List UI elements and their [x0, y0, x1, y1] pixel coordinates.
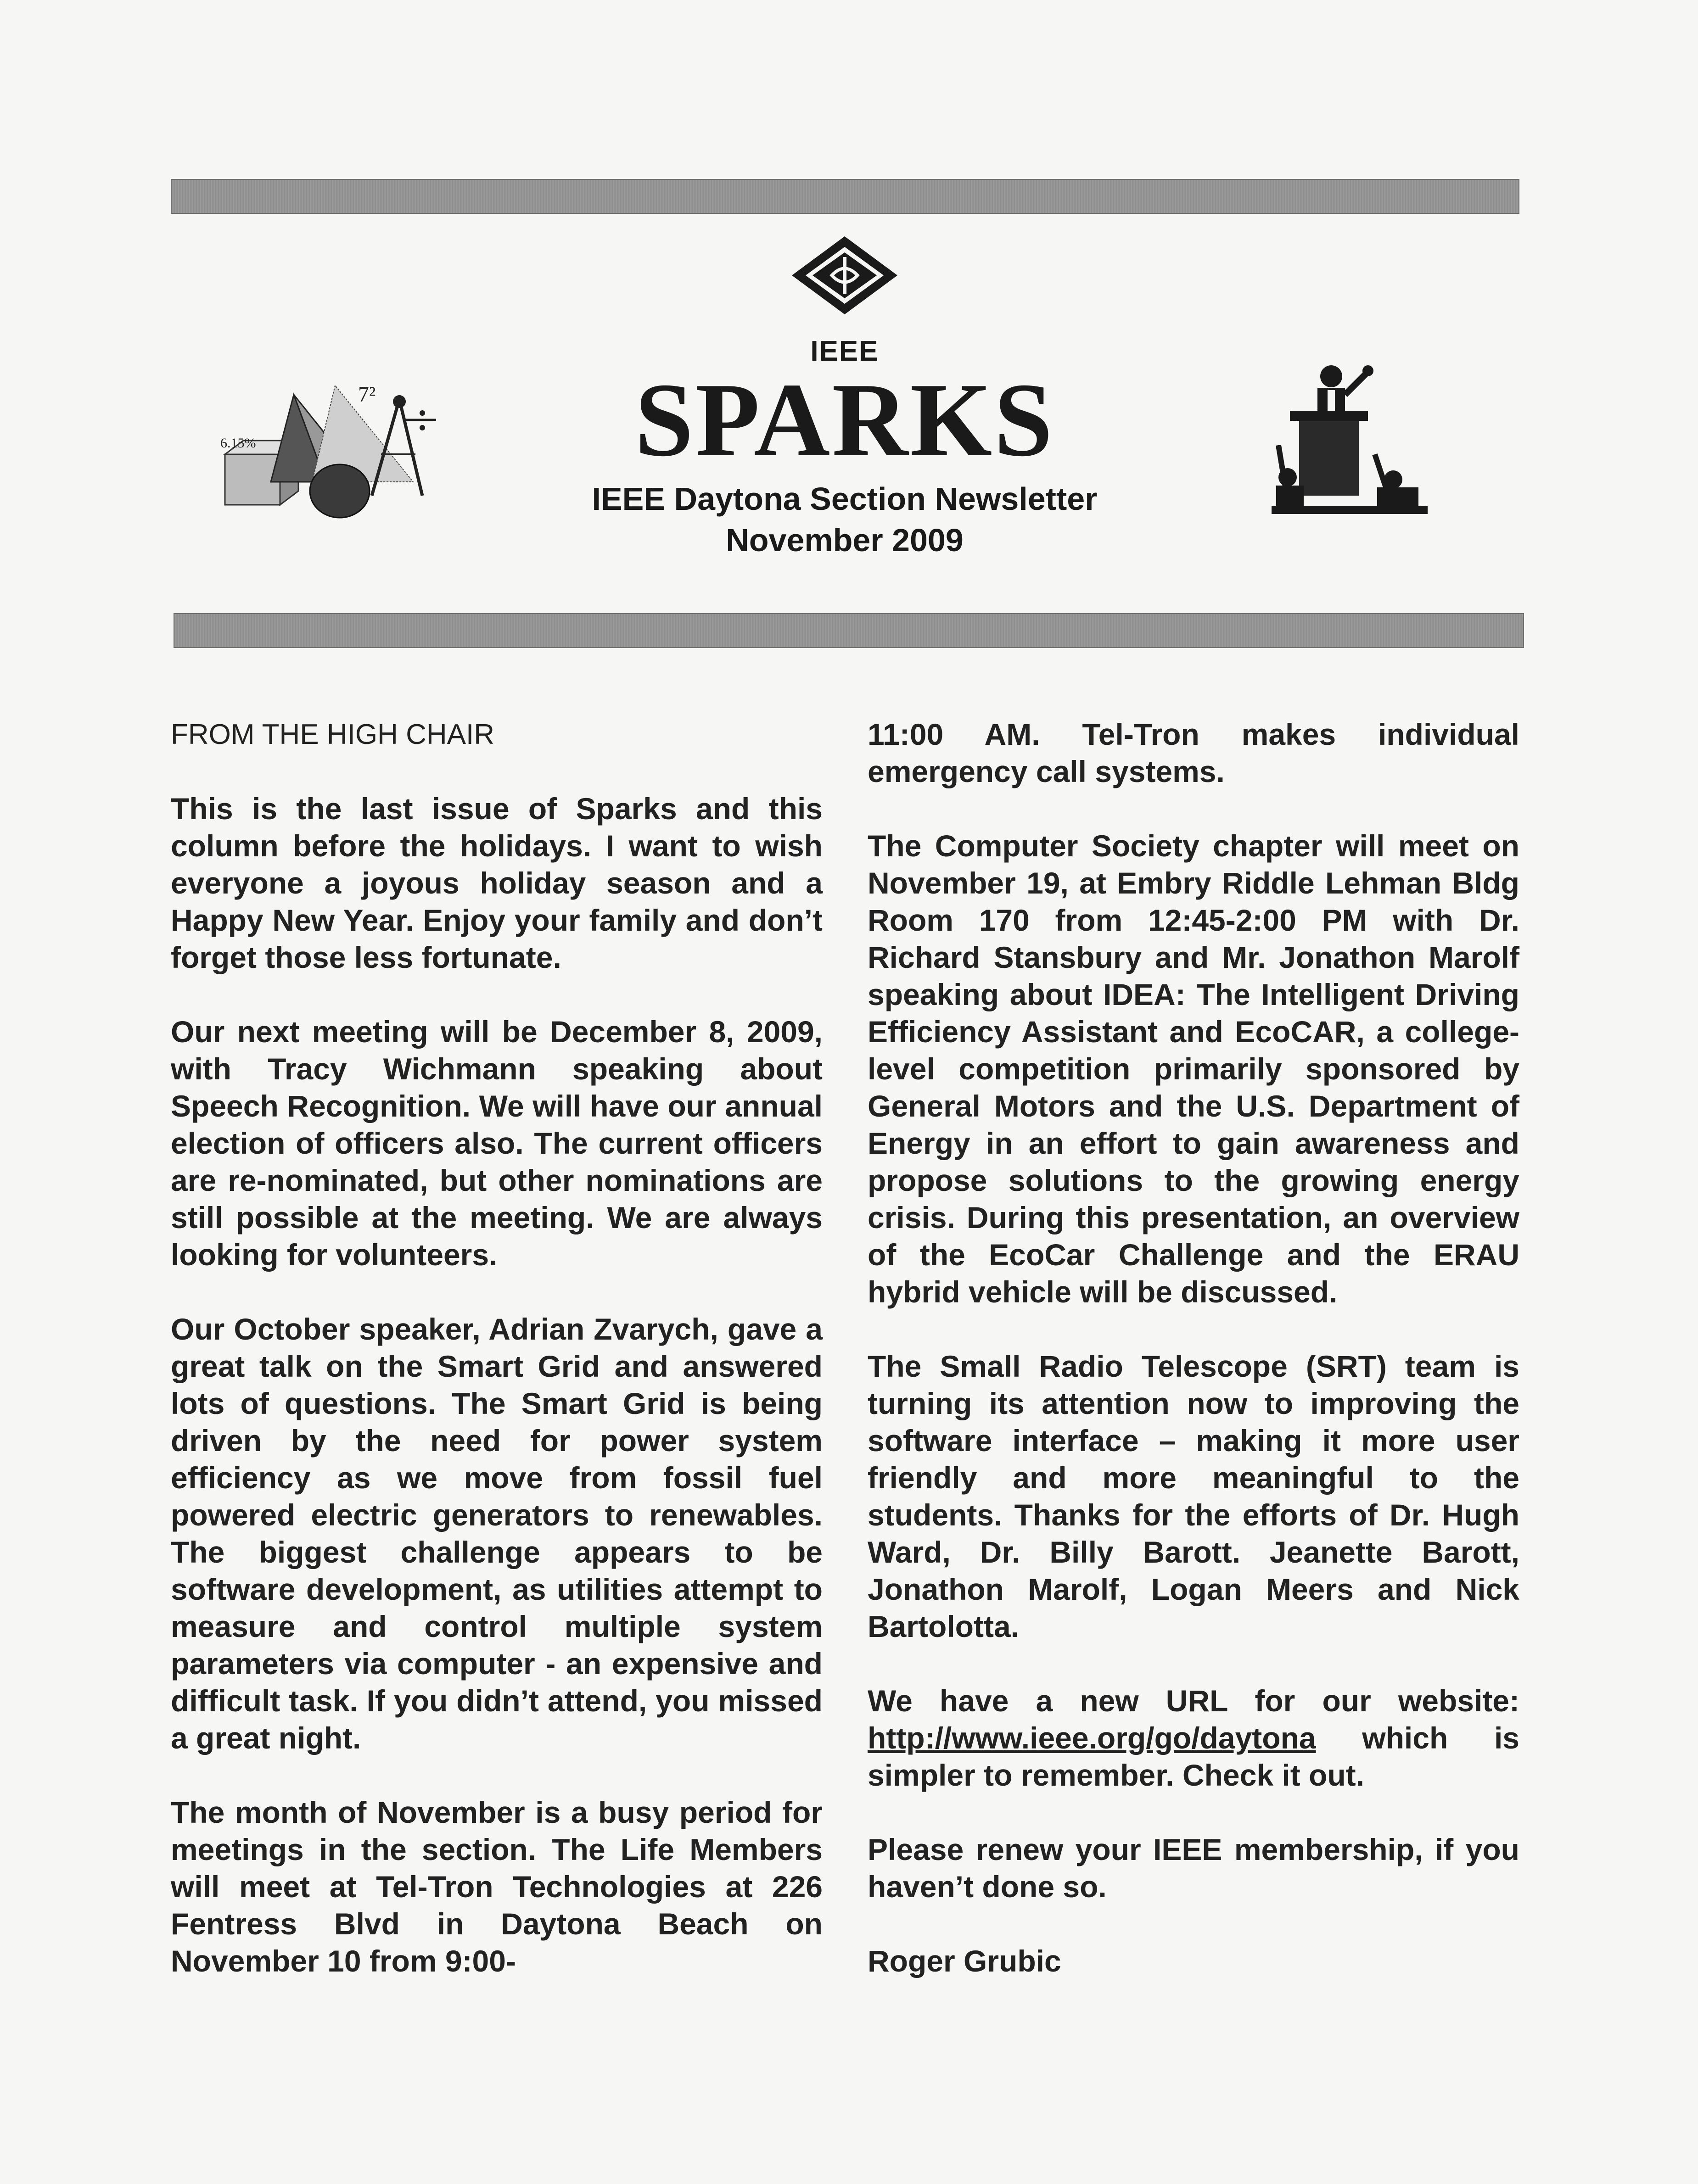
- signature: Roger Grubic: [868, 1944, 1061, 1978]
- article-column-left: [171, 716, 823, 2017]
- website-text-before: We have a new URL for our website:: [868, 1684, 1519, 1718]
- renew-membership-note: Please renew your IEEE membership, if you haven’t done so.: [868, 1832, 1519, 1904]
- speaker-podium-clipart-icon: [1272, 363, 1428, 519]
- article-column-right: [868, 716, 1519, 2017]
- article-paragraph: This is the last issue of Sparks and this column before the holidays. I want to wish everyone a joyous holiday season and a Happy New Year. Enjoy your family and don’t forget those less fortunate.: [171, 792, 823, 974]
- article-paragraph: The Small Radio Telescope (SRT) team is turning its attention now to improving the software interface – making it more user friendly and more meaningful to the students. Thanks for the efforts of Dr. Hugh Ward, Dr. Billy Barott. Jeanette Barott, Jonathon Marolf, Logan Meers and Nick Bartolotta.: [868, 1349, 1519, 1643]
- ieee-label: IEEE: [810, 335, 879, 367]
- newsletter-date: November 2009: [726, 522, 964, 558]
- article-paragraph: 11:00 AM. Tel-Tron makes individual emergency call systems.: [868, 717, 1519, 788]
- article-paragraph: The Computer Society chapter will meet on November 19, at Embry Riddle Lehman Bldg Room 170 from 12:45-2:00 PM with Dr. Richard Stansbury and Mr. Jonathon Marolf speaking about IDEA: The Intelligent Driving Efficiency Assistant and EcoCAR, a college-level competition primarily sponsored by General Motors and the U.S. Department of Energy in an effort to gain awareness and propose solutions to the growing energy crisis. During this presentation, an overview of the EcoCar Challenge and the ERAU hybrid vehicle will be discussed.: [868, 829, 1519, 1309]
- website-paragraph: [868, 1682, 1519, 1794]
- header-top-rule: [171, 179, 1519, 214]
- article-paragraph: Our next meeting will be December 8, 2009, with Tracy Wichmann speaking about Speech Recognition. We will have our annual election of officers also. The current officers are re-nominated, but other nominations are still possible at the meeting. We are always looking for volunteers.: [171, 1015, 823, 1272]
- article-heading: FROM THE HIGH CHAIR: [171, 719, 494, 750]
- clipart-power-label: 7²: [358, 382, 376, 407]
- website-text-after: which is simpler to remember. Check it out.: [868, 1721, 1519, 1792]
- website-link[interactable]: http://www.ieee.org/go/daytona: [868, 1721, 1316, 1755]
- article-paragraph: Our October speaker, Adrian Zvarych, gave a great talk on the Smart Grid and answered lots of questions. The Smart Grid is being driven by the need for power system efficiency as we move from fossil fuel powered electric generators to renewables. The biggest challenge appears to be software development, as utilities attempt to measure and control multiple system parameters via computer - an expensive and difficult task. If you didn’t attend, you missed a great night.: [171, 1312, 823, 1755]
- ieee-diamond-logo-icon: [790, 234, 900, 317]
- clipart-percent-label: 6.15%: [220, 436, 256, 451]
- geometry-clipart-icon: [220, 376, 445, 519]
- newsletter-subtitle: IEEE Daytona Section Newsletter: [592, 481, 1098, 517]
- newsletter-title: SPARKS: [634, 361, 1055, 478]
- header-bottom-rule: [174, 613, 1524, 648]
- article-paragraph: The month of November is a busy period for meetings in the section. The Life Members will meet at Tel-Tron Technologies at 226 Fentress Blvd in Daytona Beach on November 10 from 9:00-: [171, 1795, 823, 1978]
